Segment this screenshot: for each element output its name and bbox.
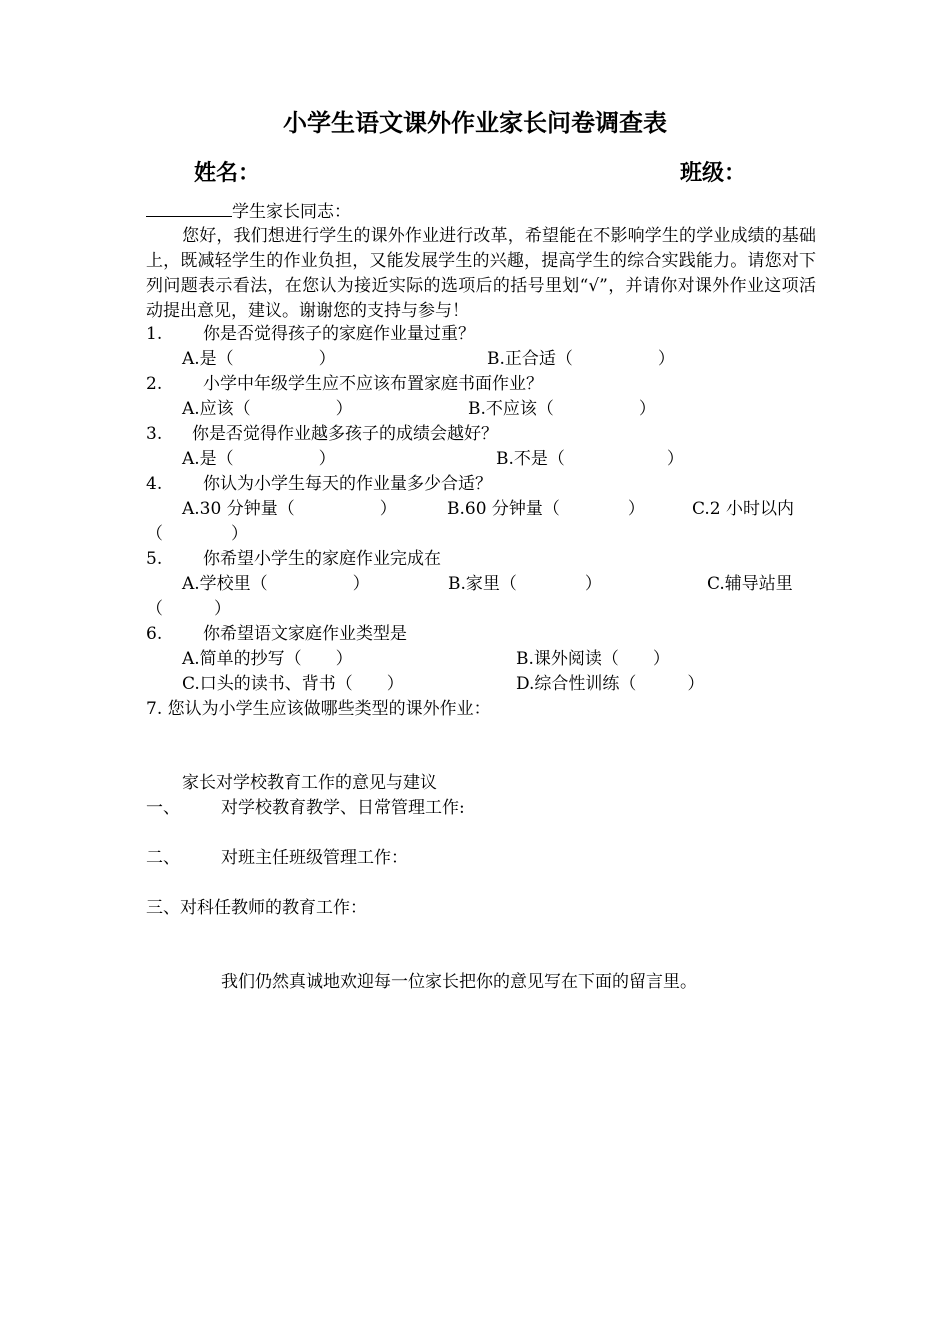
q6-option-a: A.简单的抄写（ ） [182,649,353,669]
q5-text: 你希望小学生的家庭作业完成在 [203,549,441,569]
q4-number: 4. [146,474,163,494]
q4-option-c: C.2 小时以内 [692,499,795,519]
q5-number: 5. [146,549,163,569]
q4-option-c-cont: （ ） [146,524,248,544]
opinion2-text: 对班主任班级管理工作： [221,848,408,868]
intro-text: 您好，我们想进行学生的课外作业进行改革，希望能在不影响学生的学业成绩的基础上，既减轻学生的作业负担，又能发展学生的兴趣，提高学生的综合实践能力。请您对下列问题表示看法，在您认为接近实际的选项后的括号里划“√”，并请你对课外作业这项活动提出意见，建议。谢谢您的支持与参与！ [146,226,816,321]
q3-option-b: B.不是（ ） [496,449,684,469]
q5-option-c-cont: （ ） [146,599,231,619]
q1-option-a: A.是（ ） [182,349,336,369]
opinion1-number: 一、 [146,798,180,818]
closing-text: 我们仍然真诚地欢迎每一位家长把你的意见写在下面的留言里。 [221,972,697,992]
q2-option-b: B.不应该（ ） [468,399,656,419]
q3-option-a: A.是（ ） [182,449,336,469]
page-title: 小学生语文课外作业家长问卷调查表 [283,108,667,137]
name-label: 姓名： [194,160,261,186]
q4-option-a: A.30 分钟量（ ） [182,499,397,519]
greeting-text: 学生家长同志： [232,202,351,222]
q3-text: 你是否觉得作业越多孩子的成绩会越好？ [192,424,498,444]
q1-text: 你是否觉得孩子的家庭作业量过重？ [203,324,475,344]
q1-number: 1. [146,324,163,344]
q5-option-a: A.学校里（ ） [182,574,370,594]
q5-option-b: B.家里（ ） [448,574,602,594]
opinion1-text: 对学校教育教学、日常管理工作: [221,798,465,818]
q2-text: 小学中年级学生应不应该布置家庭书面作业？ [203,374,543,394]
opinion2-number: 二、 [146,848,180,868]
q2-number: 2. [146,374,163,394]
q2-option-a: A.应该（ ） [182,399,353,419]
greeting-line [146,200,351,224]
q6-option-b: B.课外阅读（ ） [516,649,670,669]
q5-option-c: C.辅导站里 [707,574,793,594]
q6-option-d: D.综合性训练（ ） [516,674,705,694]
q6-option-c: C.口头的读书、背书（ ） [182,674,404,694]
intro-paragraph [146,224,816,324]
q4-option-b: B.60 分钟量（ ） [447,499,645,519]
q7-text: 7. 您认为小学生应该做哪些类型的课外作业： [146,699,491,719]
q6-text: 你希望语文家庭作业类型是 [203,624,407,644]
q3-number: 3. [146,424,163,444]
q6-number: 6. [146,624,163,644]
opinion-heading: 家长对学校教育工作的意见与建议 [182,773,437,793]
class-label: 班级： [680,160,747,186]
greeting-blank [146,200,232,217]
q4-text: 你认为小学生每天的作业量多少合适？ [203,474,492,494]
opinion3-text: 三、对科任教师的教育工作： [146,898,367,918]
q1-option-b: B.正合适（ ） [487,349,675,369]
